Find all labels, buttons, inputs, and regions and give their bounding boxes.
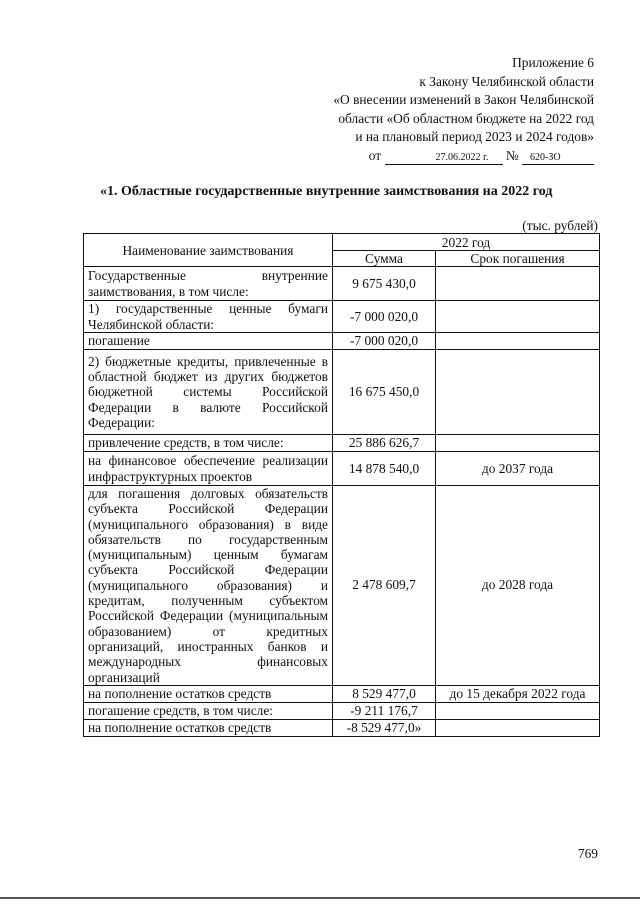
table-row <box>84 333 600 350</box>
row-sum: -9 211 176,7 <box>333 702 436 719</box>
row-name: на пополнение остатков средств <box>84 685 333 702</box>
row-name: 2) бюджетные кредиты, привлеченные в областной бюджет из других бюджетов бюджетной системы Российской Федерации в валюте Российской Федерации: <box>84 350 333 435</box>
units-label: (тыс. рублей) <box>522 218 598 233</box>
number-prefix: № <box>505 147 519 163</box>
appendix-law-title-line-3: и на плановый период 2023 и 2024 годов» <box>355 129 594 144</box>
appendix-date-number-row <box>264 147 594 166</box>
row-term: до 2028 года <box>436 486 600 686</box>
row-term: до 15 декабря 2022 года <box>436 685 600 702</box>
section-heading: «1. Областные государственные внутренние заимствования на 2022 год <box>100 184 553 199</box>
row-term <box>436 719 600 736</box>
table-row <box>84 719 600 736</box>
appendix-law-title-line-2: области «Об областном бюджете на 2022 год <box>338 110 594 126</box>
law-number: 620-ЗО <box>522 151 594 165</box>
header-term: Срок погашения <box>436 251 600 267</box>
header-sum: Сумма <box>333 251 436 267</box>
row-term <box>436 301 600 333</box>
row-name: привлечение средств, в том числе: <box>84 435 333 452</box>
table-row <box>84 435 600 452</box>
row-name: для погашения долговых обязательств субъекта Российской Федерации (муниципального образования) в виде обязательств по государственным (муниципальным) ценным бумагам субъекта Российской Федерации (муниципального образования) и кредитам, полученным субъектом Российской Федерации (муниципальным образованием) от кредитных организаций, иностранных банков и международных финансовых организаций <box>84 486 333 686</box>
appendix-law-title-line-1: «О внесении изменений в Закон Челябинской <box>333 92 594 107</box>
row-name: 1) государственные ценные бумаги Челябинской области: <box>84 301 333 333</box>
row-term <box>436 435 600 452</box>
table-row <box>84 685 600 702</box>
table-row <box>84 486 600 686</box>
appendix-header <box>264 54 594 165</box>
row-sum: -8 529 477,0» <box>333 719 436 736</box>
row-term <box>436 267 600 301</box>
borrowings-table <box>83 233 600 737</box>
row-name: Государственные внутренние заимствования, в том числе: <box>84 267 333 301</box>
appendix-law-line: к Закону Челябинской области <box>419 73 594 89</box>
row-sum: 14 878 540,0 <box>333 452 436 486</box>
row-name: погашение средств, в том числе: <box>84 702 333 719</box>
row-sum: -7 000 020,0 <box>333 333 436 350</box>
table-row <box>84 452 600 486</box>
table-row <box>84 267 600 301</box>
table-row <box>84 350 600 435</box>
row-sum: 2 478 609,7 <box>333 486 436 686</box>
row-term <box>436 350 600 435</box>
header-name: Наименование заимствования <box>84 234 333 267</box>
header-year: 2022 год <box>333 234 600 251</box>
row-name: на пополнение остатков средств <box>84 719 333 736</box>
page-number: 769 <box>577 846 598 861</box>
row-sum: 8 529 477,0 <box>333 685 436 702</box>
table-row <box>84 301 600 333</box>
row-term: до 2037 года <box>436 452 600 486</box>
row-name: на финансовое обеспечение реализации инфраструктурных проектов <box>84 452 333 486</box>
appendix-title: Приложение 6 <box>512 55 594 70</box>
row-name: погашение <box>84 333 333 350</box>
row-sum: 16 675 450,0 <box>333 350 436 435</box>
row-term <box>436 702 600 719</box>
row-sum: -7 000 020,0 <box>333 301 436 333</box>
scan-bottom-edge <box>0 897 640 899</box>
row-sum: 9 675 430,0 <box>333 267 436 301</box>
table-row <box>84 702 600 719</box>
row-sum: 25 886 626,7 <box>333 435 436 452</box>
date-prefix: от <box>368 147 382 163</box>
law-date: 27.06.2022 г. <box>385 151 503 165</box>
row-term <box>436 333 600 350</box>
